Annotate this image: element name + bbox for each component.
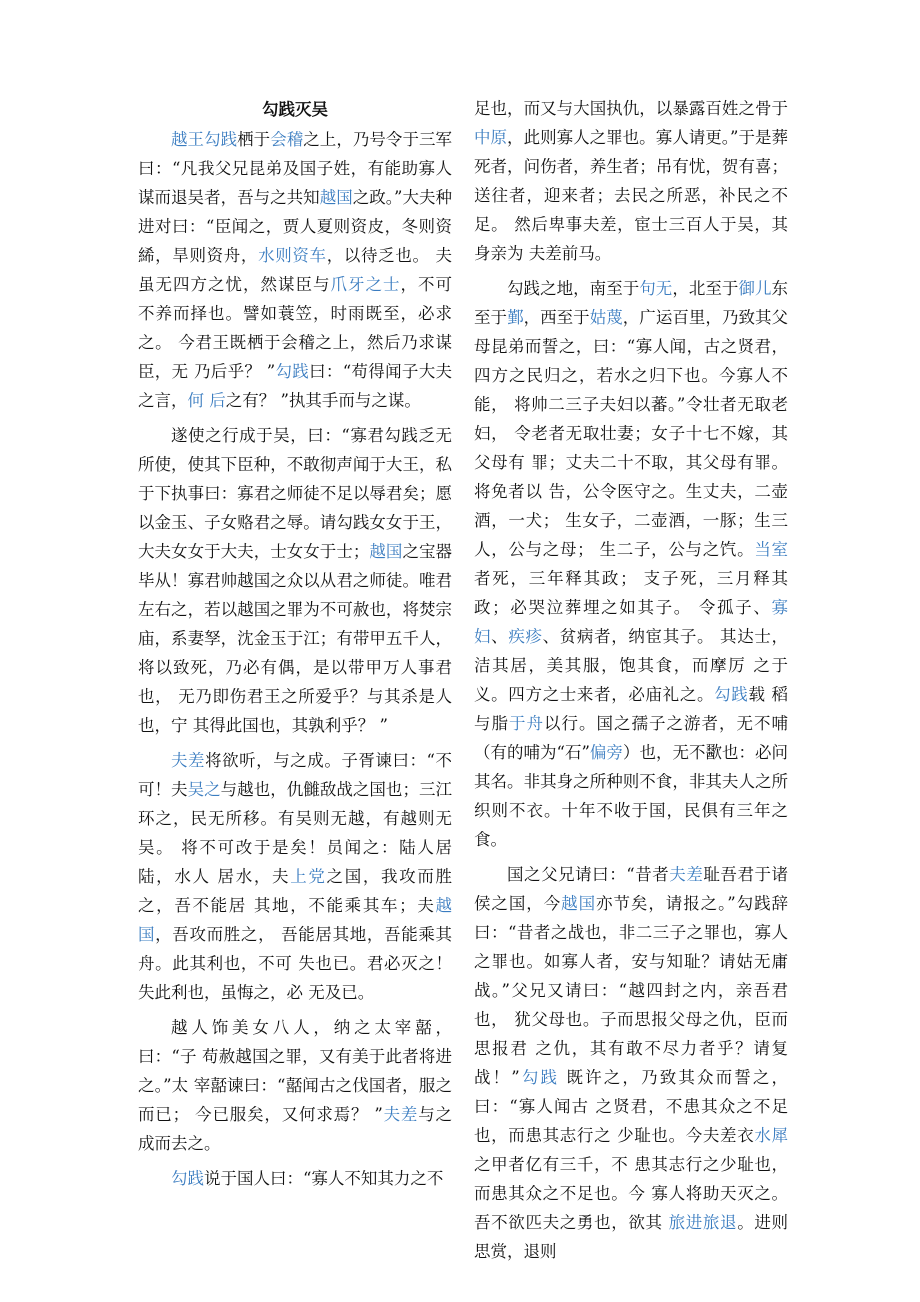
- paragraph-text: 之国，我攻而胜之，吾不能居 其地，不能乘其车；夫: [138, 867, 453, 915]
- term-link[interactable]: 夫差: [669, 865, 704, 884]
- paragraph: [138, 746, 452, 1007]
- paragraph-text: 国之父兄请曰：“昔者: [507, 865, 670, 884]
- right-column: [474, 94, 788, 1272]
- paragraph-text: 者死，三年释其政； 支子死，三月释其政；必哭泣葬埋之如其子。 令孤子、: [474, 569, 788, 617]
- paragraph-text: 亦节矣，请报之。”勾践辞曰：“昔者之战也，非二三子之罪也，寡人之罪也。如寡人者，安与知耻？请姑无庸战。”父兄又请曰：“越四封之内，亲吾君也， 犹父母也。子而思报父母之仇，臣而思报君 之仇，其有敢不尽力者乎？请复战！”: [474, 894, 789, 1087]
- term-link[interactable]: 越国: [369, 542, 403, 561]
- term-link[interactable]: 旅进旅退: [668, 1213, 738, 1232]
- paragraph: [474, 274, 788, 854]
- term-link[interactable]: 越国: [138, 896, 452, 944]
- paragraph-text: ）也，无不歠也：必问 其名。非其身之所种则不食，非其夫人之所 织则不衣。十年不收于国，民俱有三年之食。: [474, 743, 789, 849]
- term-link[interactable]: 越国: [561, 894, 597, 913]
- paragraph-text: 耻吾君于诸侯之国，今: [474, 865, 789, 913]
- paragraph-text: 之甲者亿有三千，不 患其志行之少耻也，而患其众之不足也。今 寡人将助天灭之。吾不欲匹夫之勇也，欲其: [474, 1155, 788, 1232]
- paragraph: [474, 94, 788, 268]
- paragraph-text: ，以待乏也。 夫虽无四方之忧，然谋臣与: [138, 246, 453, 294]
- term-link[interactable]: 当室: [754, 540, 789, 559]
- paragraph-text: 之政。”大夫种进对曰：“臣闻之，贾人夏则资皮，冬则资絺，旱则资舟，: [138, 188, 453, 265]
- paragraph-text: ，不可 不养而择也。譬如蓑笠，时雨既至，必求之。 今君王既栖于会稽之上，然后乃求谋臣，无 乃后乎？ ”: [138, 275, 452, 381]
- term-link[interactable]: 寡妇: [474, 598, 788, 646]
- paragraph-text: 载 稻与脂: [474, 685, 789, 733]
- paragraph-text: 勾践之地，南至于: [507, 279, 640, 298]
- paragraph-text: 将欲听，与之成。子胥谏曰：“不可！夫: [138, 751, 453, 799]
- paragraph-text: 以行。国之孺子之游者，无不哺 （有的哺为“石”: [474, 714, 788, 762]
- term-link[interactable]: 夫差: [382, 1105, 419, 1124]
- term-link[interactable]: 勾践: [275, 362, 310, 381]
- paragraph-text: 栖于: [237, 130, 271, 149]
- document-title: 勾践灭吴: [262, 100, 328, 119]
- paragraph-text: 与之成而去之。: [138, 1105, 453, 1153]
- term-link[interactable]: 勾践: [519, 1068, 560, 1087]
- term-link[interactable]: 会稽: [270, 130, 304, 149]
- term-link[interactable]: 水犀: [754, 1126, 788, 1145]
- paragraph-text: 、贫病者，纳宦其子。 其达士，洁其居，美其服，饱其食，而摩厉 之于义。四方之士来者，必庙礼之。: [474, 627, 789, 704]
- paragraph-text: 越人饰美女八人，纳之太宰嚭，曰：“子 苟赦越国之罪，又有美于此者将进之。”太 宰嚭谏曰：“嚭闻古之伐国者，服之而已； 今已服矣，又何求焉？ ”: [138, 1018, 452, 1124]
- term-link[interactable]: 何 后: [187, 391, 226, 410]
- term-link[interactable]: 上党: [290, 867, 327, 886]
- paragraph-text: 与越也，仇雠敌战之国也；三江环之，民无所移。有吴则无越，有越则无吴。 将不可改于是矣！员闻之：陆人居陆，水人 居水，夫: [138, 780, 453, 886]
- term-link[interactable]: 御儿: [738, 279, 772, 298]
- term-link[interactable]: 鄞: [507, 308, 524, 327]
- term-link[interactable]: 姑蔑: [589, 308, 623, 327]
- left-column: [138, 94, 452, 1199]
- term-link[interactable]: 爪牙之士: [330, 275, 401, 294]
- term-link[interactable]: 越王勾践: [171, 130, 238, 149]
- term-link[interactable]: 于舟: [509, 714, 544, 733]
- paragraph-text: 、: [491, 627, 509, 646]
- paragraph: [138, 1013, 452, 1158]
- paragraph-text: 之宝器毕从！寡君帅越国之众以从君之师徒。唯君左右之，若以越国之罪为不可赦也，将焚宗庙，系妻孥，沈金玉于江；有带甲五千人，将以致死，乃必有偶，是以带甲万人事君也， 无乃即伤君王之所爱乎？与其杀是人也，宁 其得此国也，其孰利乎？ ”: [138, 542, 453, 735]
- paragraph: [138, 1164, 452, 1193]
- paragraph: [138, 421, 452, 740]
- paragraph-text: 东至于: [474, 279, 788, 327]
- term-link[interactable]: 疾疹: [508, 627, 543, 646]
- term-link[interactable]: 勾践: [714, 685, 749, 704]
- term-link[interactable]: 越国: [319, 188, 353, 207]
- paragraph: [474, 860, 788, 1266]
- paragraph: [138, 125, 452, 415]
- term-link[interactable]: 夫差: [171, 751, 206, 770]
- paragraph-text: ，吾攻而胜之， 吾能居其地，吾能乘其舟。此其利也，不可 失也已。君必灭之！失此利也，虽悔之，必 无及已。: [138, 925, 452, 1002]
- term-link[interactable]: 句无: [639, 279, 673, 298]
- term-link[interactable]: 吴之: [187, 780, 221, 799]
- paragraph-text: 曰：“苟得闻子大夫之言，: [138, 362, 452, 410]
- paragraph-text: 之上，乃号令于三军曰：“凡我父兄昆弟及国子姓，有能助寡人谋而退吴者，吾与之共知: [138, 130, 452, 207]
- term-link[interactable]: 偏旁: [589, 743, 623, 762]
- paragraph-text: 既许之，乃致其众而誓之，曰：“寡人闻古 之贤君，不患其众之不足也，而患其志行之 少耻也。今夫差衣: [474, 1068, 789, 1145]
- paragraph-text: 。进则思赏，退则: [474, 1213, 789, 1261]
- term-link[interactable]: 中原: [474, 128, 508, 147]
- term-link[interactable]: 勾践: [171, 1169, 204, 1188]
- paragraph-text: ，北至于: [672, 279, 739, 298]
- paragraph-text: 遂使之行成于吴，曰：“寡君勾践乏无所使，使其下臣种，不敢彻声闻于大王，私于下执事曰：寡君之师徒不足以辱君矣；愿以金玉、子女赂君之辱。请勾践女女于王，大夫女女于大夫，士女女于士；: [138, 426, 452, 561]
- paragraph-text: ，此则寡人之罪也。寡人请更。”于是葬死者，问伤者，养生者；吊有忧，贺有喜； 送往者，迎来者；去民之所恶，补民之不足。 然后卑事夫差，宦士三百人于吴，其身亲为 夫差前马。: [474, 128, 789, 263]
- term-link[interactable]: 水则资车: [258, 246, 327, 265]
- paragraph-text: 之有？ ”执其手而与之谋。: [225, 391, 421, 410]
- paragraph-text: ，广运百里，乃致其父母昆弟而誓之，曰：“寡人闻，古之贤君， 四方之民归之，若水之归下也。今寡人不能， 将帅二三子夫妇以蕃。”令壮者无取老妇， 令老者无取壮妻；女子十七不嫁，其父母有 罪；丈夫二十不取，其父母有罪。将免者以 告，公令医守之。生丈夫，二壶酒，一犬； 生女子，二壶酒，一豚；生三人，公与之母； 生二子，公与之饩。: [474, 308, 789, 559]
- paragraph-text: 足也，而又与大国执仇，以暴露百姓之骨于: [474, 99, 788, 118]
- paragraph-text: ，西至于: [523, 308, 590, 327]
- paragraph-text: 说于国人曰：“寡人不知其力之不: [204, 1169, 444, 1188]
